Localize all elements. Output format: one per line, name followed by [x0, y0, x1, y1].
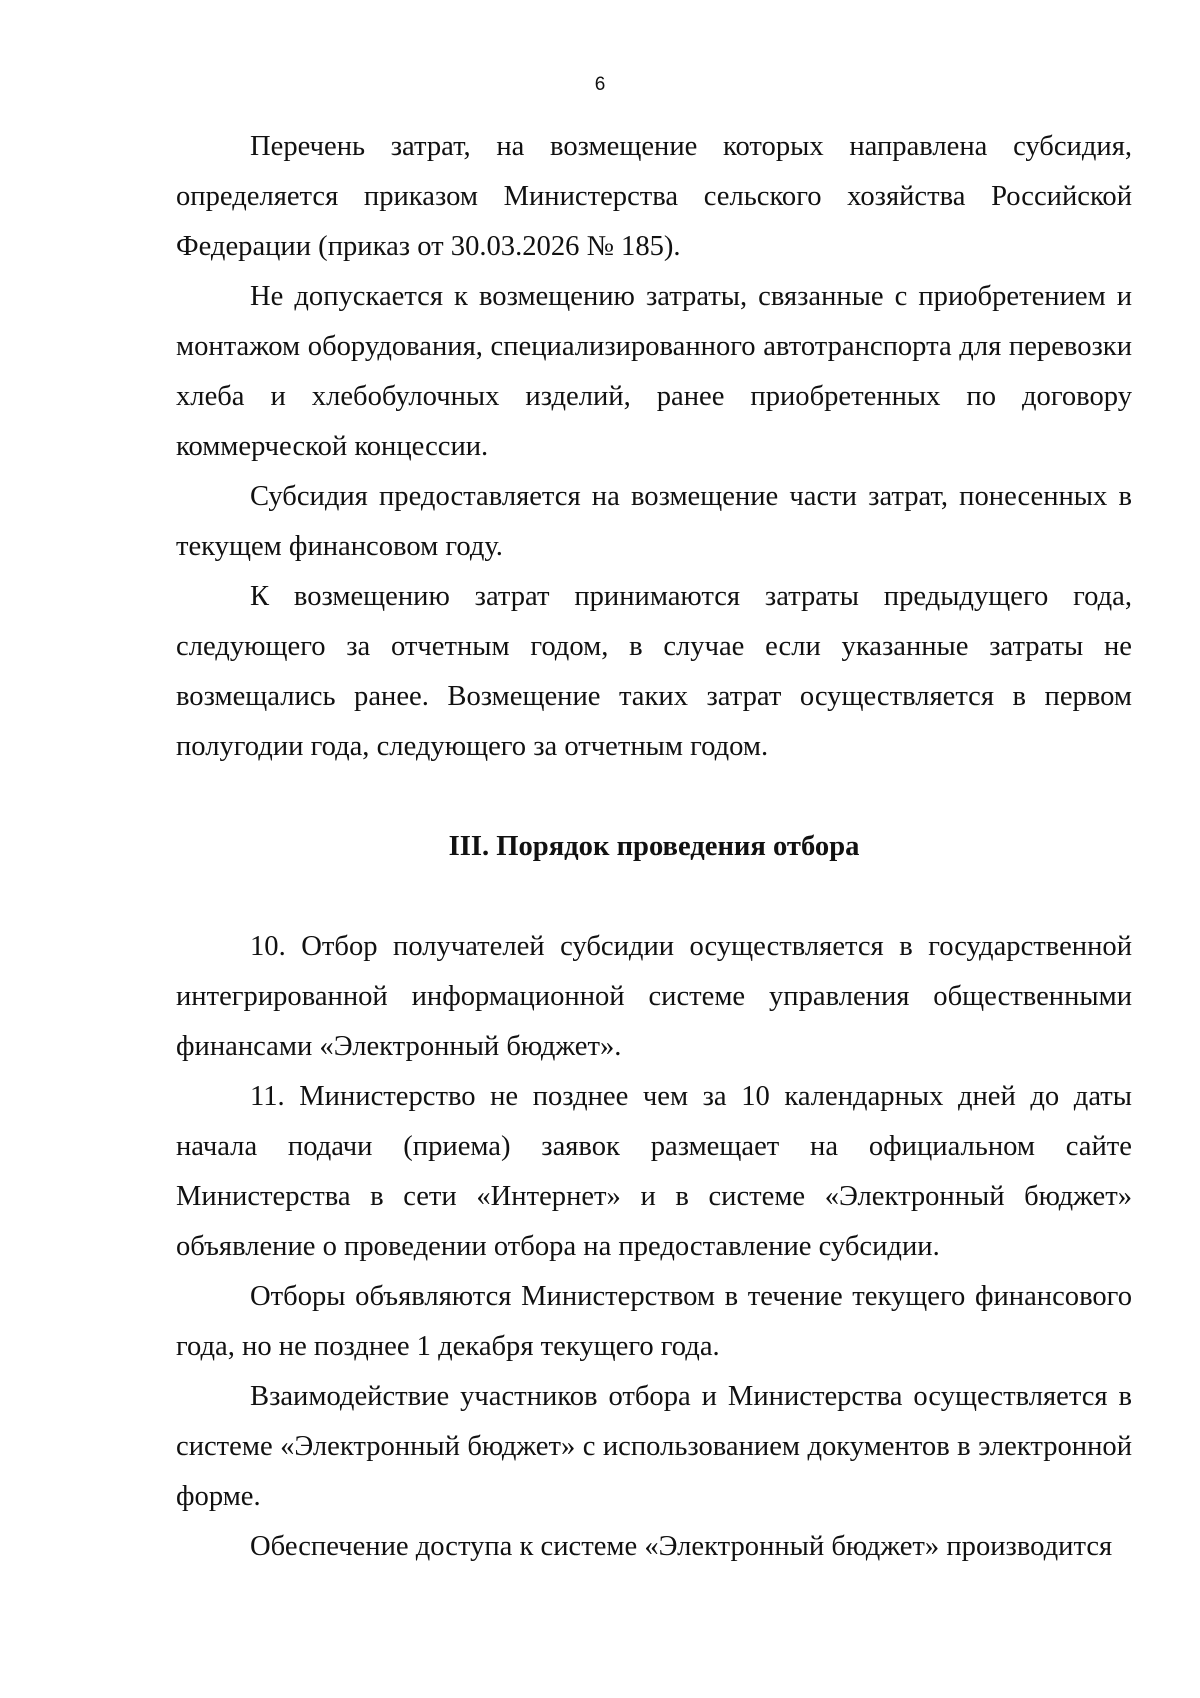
paragraph-item-10: 10. Отбор получателей субсидии осуществляется в государственной интегрированной информационной системе управления общественными финансами «Электронный бюджет». [176, 931, 1132, 1062]
paragraph-item-11: 11. Министерство не позднее чем за 10 календарных дней до даты начала подачи (приема) заявок размещает на официальном сайте Министерства в сети «Интернет» и в системе «Электронный бюджет» объявление о проведении отбора на предоставление субсидии. [176, 1081, 1132, 1262]
paragraph-interaction: Взаимодействие участников отбора и Министерства осуществляется в системе «Электронный бюджет» с использованием документов в электронной форме. [176, 1381, 1132, 1512]
paragraph-current-year-subsidy: Субсидия предоставляется на возмещение части затрат, понесенных в текущем финансовом году. [176, 481, 1132, 562]
spacer [176, 872, 1132, 922]
section-heading: III. Порядок проведения отбора [448, 831, 860, 862]
document-body [176, 122, 1132, 1572]
paragraph-not-allowed-expenses: Не допускается к возмещению затраты, связанные с приобретением и монтажом оборудования, специализированного автотранспорта для перевозки хлеба и хлебобулочных изделий, ранее приобретенных по договору коммерческой концессии. [176, 281, 1132, 462]
paragraph-expense-list: Перечень затрат, на возмещение которых направлена субсидия, определяется приказом Министерства сельского хозяйства Российской Федерации (приказ от 30.03.2026 № 185). [176, 131, 1132, 262]
page-number: 6 [594, 74, 606, 95]
paragraph-access: Обеспечение доступа к системе «Электронный бюджет» производится [250, 1531, 1113, 1562]
paragraph-selection-announcement: Отборы объявляются Министерством в течение текущего финансового года, но не позднее 1 декабря текущего года. [176, 1281, 1132, 1362]
spacer [176, 772, 1132, 822]
paragraph-previous-year-expenses: К возмещению затрат принимаются затраты предыдущего года, следующего за отчетным годом, в случае если указанные затраты не возмещались ранее. Возмещение таких затрат осуществляется в первом полугодии года, следующего за отчетным годом. [176, 581, 1132, 762]
